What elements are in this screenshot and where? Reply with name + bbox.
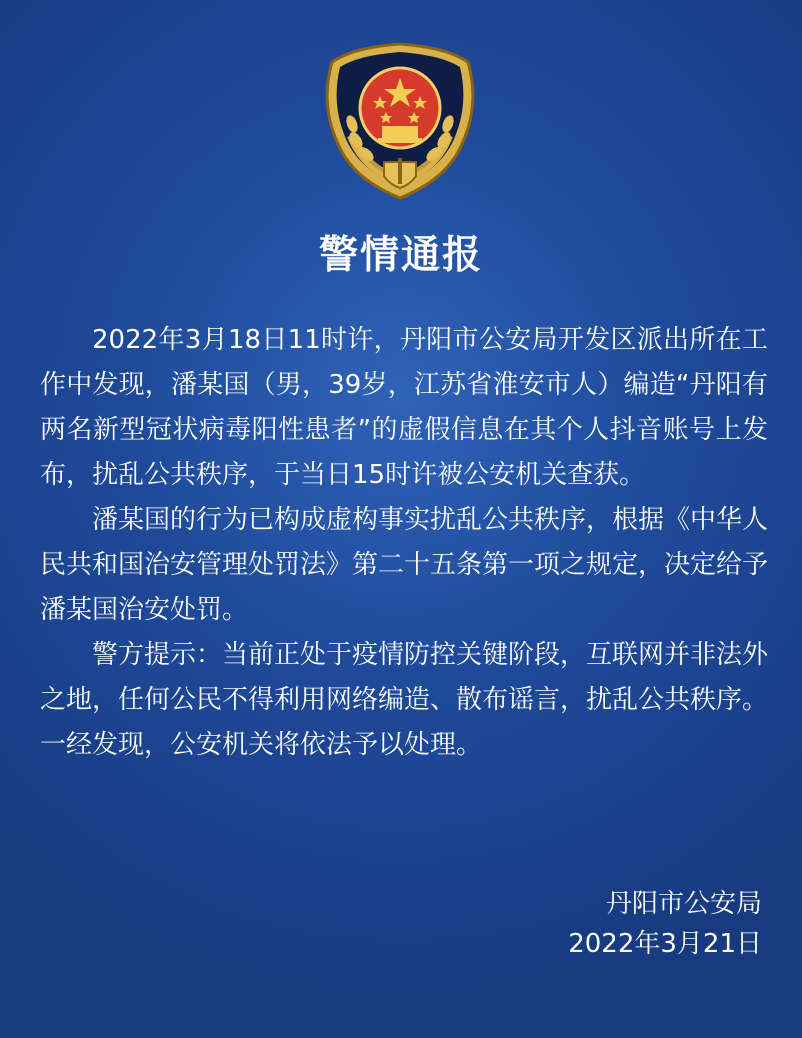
notice-title: 警情通报 (318, 233, 483, 278)
notice-body (40, 318, 768, 768)
paragraph-incident: 2022年3月18日11时许，丹阳市公安局开发区派出所在工作中发现，潘某国（男，39岁，江苏省淮安市人）编造“丹阳有两名新型冠状病毒阳性患者”的虚假信息在其个人抖音账号上发布，扰乱公共秩序，于当日15时许被公安机关查获。 (40, 325, 768, 490)
paragraph-penalty: 潘某国的行为已构成虚构事实扰乱公共秩序，根据《中华人民共和国治安管理处罚法》第二十五条第一项之规定，决定给予潘某国治安处罚。 (40, 505, 769, 625)
signature-block (362, 884, 762, 964)
issuing-organization: 丹阳市公安局 (605, 889, 762, 919)
police-emblem-icon (320, 40, 480, 202)
paragraph-warning: 警方提示：当前正处于疫情防控关键阶段，互联网并非法外之地，任何公民不得利用网络编造、散布谣言，扰乱公共秩序。一经发现，公安机关将依法予以处理。 (40, 640, 769, 760)
issue-date: 2022年3月21日 (568, 929, 762, 959)
